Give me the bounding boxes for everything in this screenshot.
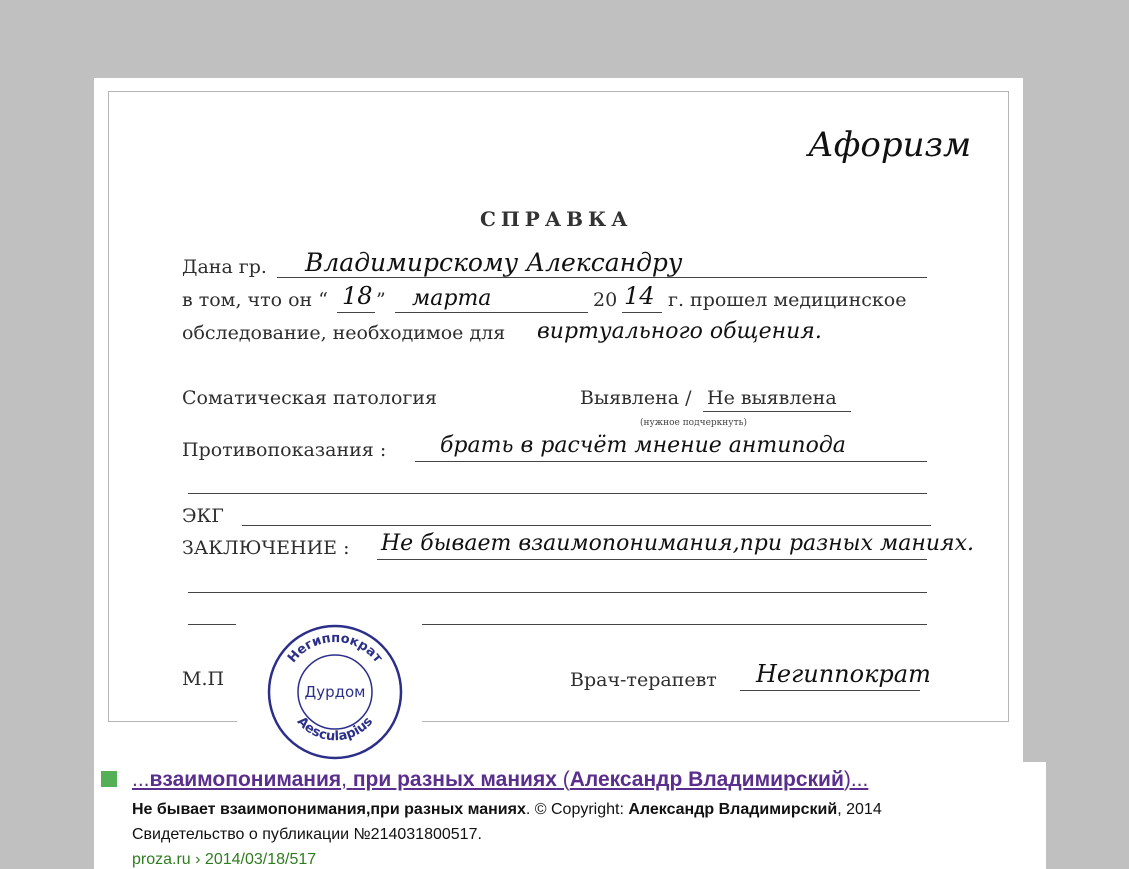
- result-snippet-line-1: Не бывает взаимопонимания,при разных маниях. © Copyright: Александр Владимирский, 2014: [132, 801, 882, 818]
- month-value: марта: [412, 286, 492, 311]
- certificate-title: СПРАВКА: [480, 207, 633, 231]
- passed-text: г. прошел медицинское: [668, 289, 907, 311]
- result-snippet-line-2: Свидетельство о публикации №214031800517.: [132, 826, 482, 843]
- conclusion-line: [377, 559, 927, 560]
- detected-underline: [703, 411, 851, 412]
- day-line: [337, 312, 375, 313]
- underline-note: (нужное подчеркнуть): [640, 418, 747, 428]
- detected-label: Выявлена /: [580, 387, 692, 409]
- day-value: 18: [342, 282, 373, 310]
- issued-to-label: Дана гр.: [182, 256, 267, 278]
- year-suffix: 14: [624, 282, 655, 310]
- detected-value: Не выявлена: [707, 387, 837, 409]
- year-prefix: 20: [593, 289, 618, 311]
- doctor-signature: Негиппократ: [756, 660, 931, 688]
- conclusion-line-3a: [188, 624, 236, 625]
- month-line: [395, 312, 588, 313]
- contra-label: Противопоказания :: [182, 439, 387, 461]
- contra-value: брать в расчёт мнение антипода: [440, 433, 846, 458]
- result-url[interactable]: proza.ru › 2014/03/18/517: [132, 851, 317, 868]
- contra-line-2: [188, 493, 927, 494]
- doctor-line: [740, 690, 920, 691]
- conclusion-line-2: [188, 592, 927, 593]
- result-bullet-icon: [101, 771, 117, 787]
- stamp-bottom-text: Aesculapius: [293, 714, 377, 745]
- exam-text: обследование, необходимое для: [182, 322, 506, 344]
- doctor-label: Врач-терапевт: [570, 669, 717, 691]
- about-prefix: в том, что он “: [182, 289, 328, 311]
- issued-to-line: [277, 277, 927, 278]
- day-close-quote: ”: [376, 289, 386, 311]
- seal-label: М.П: [182, 668, 225, 690]
- round-stamp: [262, 620, 408, 766]
- exam-purpose: виртуального общения.: [537, 319, 822, 344]
- result-title-link[interactable]: ...взаимопонимания, при разных маниях (Александр Владимирский)...: [132, 768, 869, 791]
- ecg-line: [242, 525, 931, 526]
- year-line: [622, 312, 662, 313]
- contra-line: [415, 461, 927, 462]
- stamp-center-text: Дурдом: [304, 683, 366, 701]
- somatic-label: Соматическая патология: [182, 387, 437, 409]
- conclusion-line-3b: [420, 624, 927, 625]
- ecg-label: ЭКГ: [182, 505, 224, 527]
- stamp-top-text: Негиппократ: [284, 630, 386, 666]
- conclusion-value: Не бывает взаимопонимания,при разных маниях.: [381, 531, 974, 556]
- header-handwritten: Афоризм: [808, 125, 972, 165]
- conclusion-label: ЗАКЛЮЧЕНИЕ :: [182, 537, 350, 559]
- issued-to-value: Владимирскому Александру: [305, 248, 683, 277]
